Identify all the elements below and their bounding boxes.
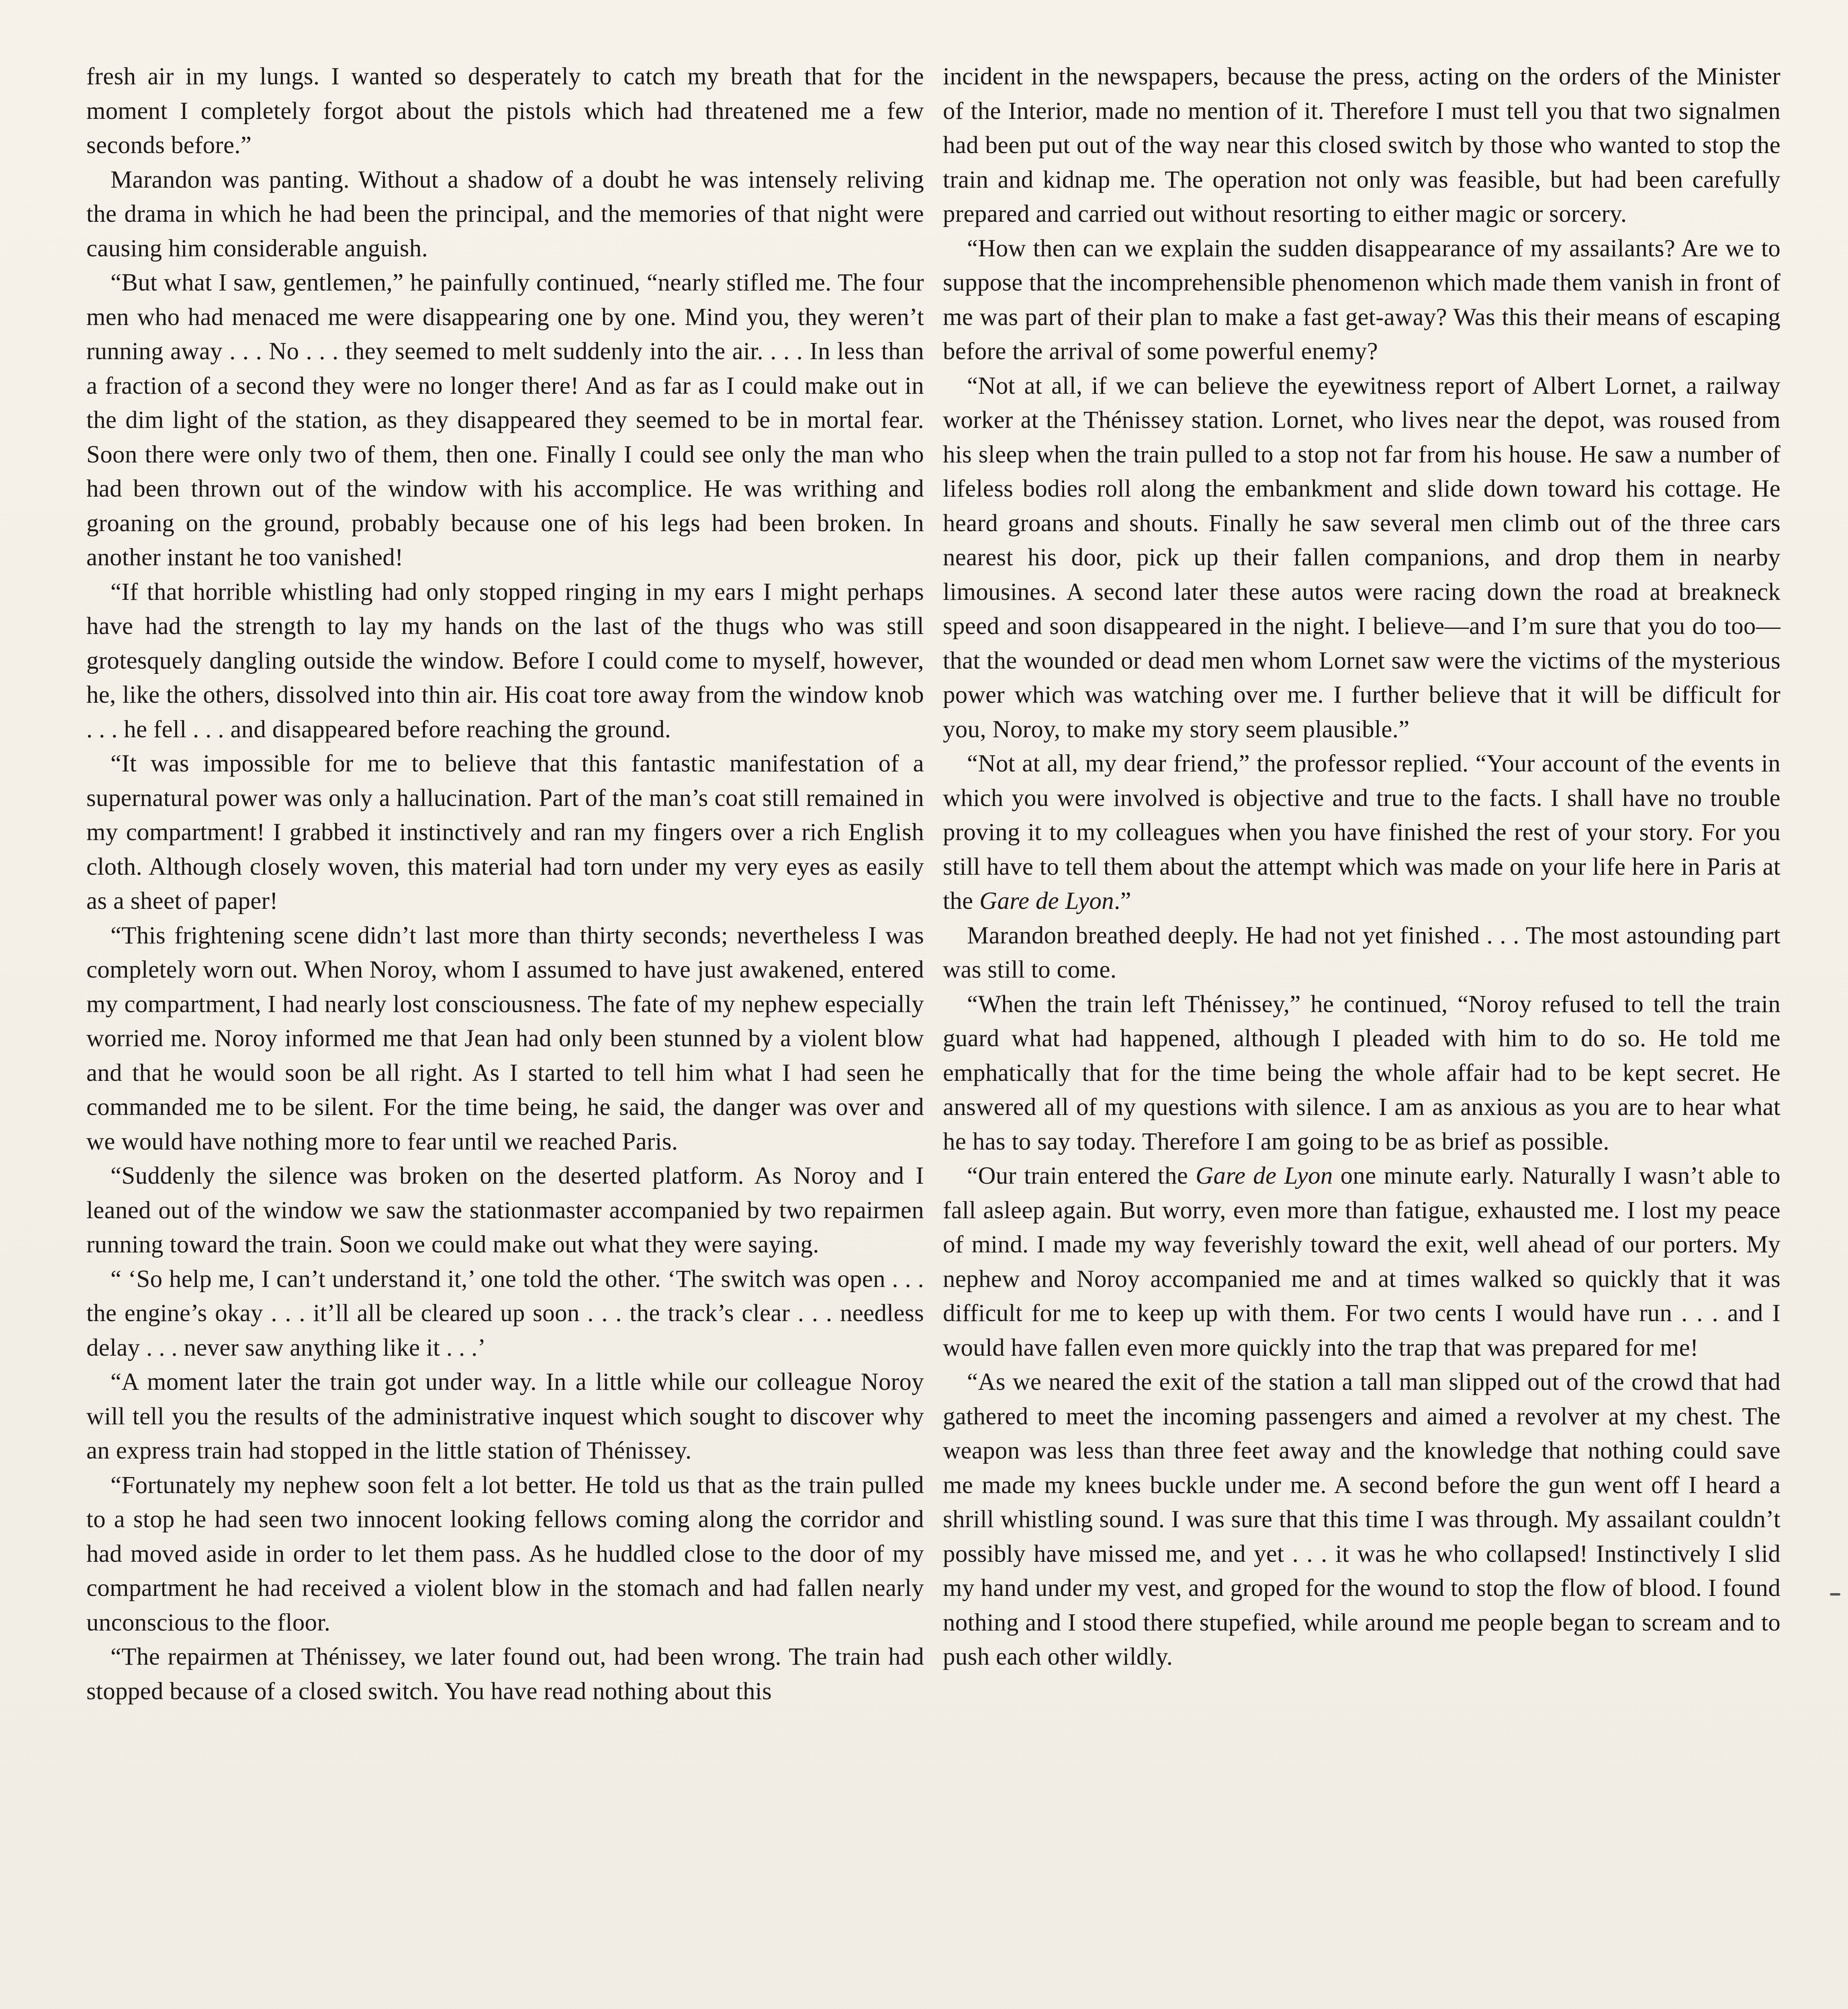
left-column-paragraph: “The repairmen at Thénissey, we later found out, had been wrong. The train had stopped because of a closed switch. You have read nothing about this (86, 1643, 924, 1705)
right-column-paragraph: “Not at all, my dear friend,” the professor replied. “Your account of the events in which you were involved is objective and true to the facts. I shall have no trouble proving it to my colleagues when you have finished the rest of your story. For you still have to tell them about the attempt which was made on your life here in Paris at the Gare de Lyon.” (943, 750, 1781, 914)
left-column-paragraph: “It was impossible for me to believe that this fantastic manifestation of a supernatural power was only a hallucination. Part of the man’s coat still remained in my compartment! I grabbed it instinctively and ran my fingers over a rich English cloth. Although closely woven, this material had torn under my very eyes as easily as a sheet of paper! (86, 750, 924, 914)
right-column-paragraph: “Our train entered the Gare de Lyon one minute early. Naturally I wasn’t able to fall asleep again. But worry, even more than fatigue, exhausted me. I lost my peace of mind. I made my way feverishly toward the exit, well ahead of our porters. My nephew and Noroy accompanied me and at times walked so quickly that it was difficult for me to keep up with them. For two cents I would have run . . . and I would have fallen even more quickly into the trap that was prepared for me! (943, 1162, 1781, 1361)
right-column-paragraph: “How then can we explain the sudden disappearance of my assailants? Are we to suppose that the incomprehensible phenomenon which made them vanish in front of me was part of their plan to make a fast get-away? Was this their means of escaping before the arrival of some powerful enemy? (943, 235, 1781, 365)
left-column-paragraph: “But what I saw, gentlemen,” he painfully continued, “nearly stifled me. The four men who had menaced me were disappearing one by one. Mind you, they weren’t running away . . . No . . . they seemed to melt suddenly into the air. . . . In less than a fraction of a second they were no longer there! And as far as I could make out in the dim light of the station, as they disappeared they seemed to be in mortal fear. Soon there were only two of them, then one. Finally I could see only the man who had been thrown out of the window with his accomplice. He was writhing and groaning on the ground, probably because one of his legs had been broken. In another instant he too vanished! (86, 269, 924, 571)
left-column-paragraph: “This frightening scene didn’t last more than thirty seconds; nevertheless I was completely worn out. When Noroy, whom I assumed to have just awakened, entered my compartment, I had nearly lost consciousness. The fate of my nephew especially worried me. Noroy informed me that Jean had only been stunned by a violent blow and that he would soon be all right. As I started to tell him what I had seen he commanded me to be silent. For the time being, he said, the danger was over and we would have nothing more to fear until we reached Paris. (86, 922, 924, 1155)
left-column-paragraph: “Fortunately my nephew soon felt a lot better. He told us that as the train pulled to a stop he had seen two innocent looking fellows coming along the corridor and had moved aside in order to let them pass. As he huddled close to the door of my compartment he had received a violent blow in the stomach and had fallen nearly unconscious to the floor. (86, 1471, 924, 1636)
left-column-paragraph: fresh air in my lungs. I wanted so desperately to catch my breath that for the moment I completely forgot about the pistols which had threatened me a few seconds before.” (86, 63, 924, 159)
margin-mark (1830, 1593, 1840, 1596)
right-column-paragraph: “As we neared the exit of the station a tall man slipped out of the crowd that had gathered to meet the incoming passengers and aimed a revolver at my chest. The weapon was less than three feet away and the knowledge that nothing could save me made my knees buckle under me. A second before the gun went off I heard a shrill whistling sound. I was sure that this time I was through. My assailant couldn’t possibly have missed me, and yet . . . it was he who collapsed! Instinctively I slid my hand under my vest, and groped for the wound to stop the flow of blood. I found nothing and I stood there stupefied, while around me people began to scream and to push each other wildly. (943, 1369, 1781, 1670)
left-column-paragraph: “A moment later the train got under way. In a little while our colleague Noroy will tell you the results of the administrative inquest which sought to discover why an express train had stopped in the little station of Thénissey. (86, 1369, 924, 1464)
right-column-paragraph: “When the train left Thénissey,” he continued, “Noroy refused to tell the train guard what had happened, although I pleaded with him to do so. He told me emphatically that for the time being the whole affair had to be kept secret. He answered all of my questions with silence. I am as anxious as you are to hear what he has to say today. Therefore I am going to be as brief as possible. (943, 990, 1781, 1155)
left-column-paragraph: “If that horrible whistling had only stopped ringing in my ears I might perhaps have had the strength to lay my hands on the last of the thugs who was still grotesquely dangling outside the window. Before I could come to myself, however, he, like the others, dissolved into thin air. His coat tore away from the window knob . . . he fell . . . and disappeared before reaching the ground. (86, 578, 924, 743)
left-column-paragraph: “Suddenly the silence was broken on the deserted platform. As Noroy and I leaned out of the window we saw the stationmaster accompanied by two repairmen running toward the train. Soon we could make out what they were saying. (86, 1162, 924, 1258)
left-column-paragraph: Marandon was panting. Without a shadow of a doubt he was intensely reliving the drama in which he had been the principal, and the memories of that night were causing him considerable anguish. (86, 166, 924, 262)
article-column-left (86, 59, 924, 1708)
left-column-paragraph: “ ‘So help me, I can’t understand it,’ one told the other. ‘The switch was open . . . the engine’s okay . . . it’ll all be cleared up soon . . . the track’s clear . . . needless delay . . . never saw anything like it . . .’ (86, 1265, 924, 1361)
right-column-paragraph: Marandon breathed deeply. He had not yet finished . . . The most astounding part was still to come. (943, 922, 1781, 983)
right-column-paragraph: incident in the newspapers, because the press, acting on the orders of the Minister of the Interior, made no mention of it. Therefore I must tell you that two signalmen had been put out of the way near this closed switch by those who wanted to stop the train and kidnap me. The operation not only was feasible, but had been carefully prepared and carried out without resorting to either magic or sorcery. (943, 63, 1781, 227)
article-column-right (943, 59, 1781, 1674)
right-column-paragraph: “Not at all, if we can believe the eyewitness report of Albert Lornet, a railway worker at the Thénissey station. Lornet, who lives near the depot, was roused from his sleep when the train pulled to a stop not far from his house. He saw a number of lifeless bodies roll along the embankment and slide down toward his cottage. He heard groans and shouts. Finally he saw several men climb out of the three cars nearest his door, pick up their fallen companions, and drop them in nearby limousines. A second later these autos were racing down the road at breakneck speed and soon disappeared in the night. I believe—and I’m sure that you do too—that the wounded or dead men whom Lornet saw were the victims of the mysterious power which was watching over me. I further believe that it will be difficult for you, Noroy, to make my story seem plausible.” (943, 372, 1781, 743)
